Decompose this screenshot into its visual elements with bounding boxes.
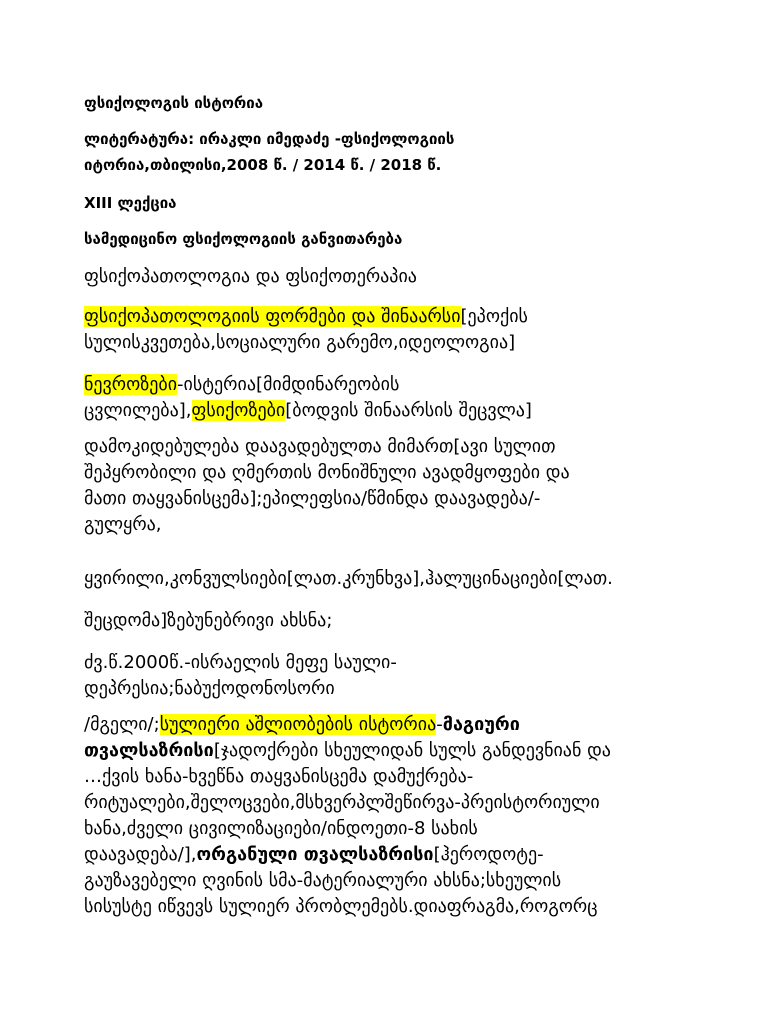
paragraph-screaming bbox=[84, 566, 734, 592]
p4-text: ყვირილი,კონვულსიები[ლათ.კრუნხვა],ჰალუცინაციები[ლათ. bbox=[84, 568, 613, 589]
p7-line-3: …ქვის ხანა-ხვეწნა თაყვანისცემა დამუქრება- bbox=[84, 766, 474, 787]
paragraph-neuroses bbox=[84, 372, 734, 424]
lecture-topic-text: სამედიცინო ფსიქოლოგიის განვითარება bbox=[84, 230, 403, 248]
p2-text-c: [ბოდვის შინაარსის შეცვლა] bbox=[285, 400, 532, 421]
paragraph-psychopathology bbox=[84, 304, 734, 356]
p7-line-8: სისუსტე იწვევს სულიერ პრობლემებს.დიაფრაგმა,როგორც bbox=[84, 896, 598, 917]
highlight-psychoses: ფსიქოზები bbox=[191, 400, 286, 421]
p3-line-1: დამოკიდებულება დაავადებულთა მიმართ[ავი სულით bbox=[84, 436, 556, 457]
bold-organic-viewpoint: ორგანული თვალსაზრისი bbox=[196, 844, 434, 865]
section-heading-text: ფსიქოპათოლოგია და ფსიქოთერაპია bbox=[84, 266, 417, 287]
paragraph-history bbox=[84, 712, 734, 920]
lecture-topic bbox=[84, 226, 734, 252]
doc-title-text: ფსიქოლოგის ისტორია bbox=[84, 94, 264, 112]
literature-line-1: ლიტერატურა: ირაკლი იმედაძე -ფსიქოლოგიის bbox=[84, 130, 455, 148]
paragraph-error bbox=[84, 608, 734, 634]
lecture-number bbox=[84, 190, 734, 216]
p1-text-a: [ეპოქის bbox=[460, 306, 528, 327]
p7-text-c: [ჯადოქრები სხეულიდან სულს განდევნიან და bbox=[213, 740, 611, 761]
p6-line-1: ძვ.წ.2000წ.-ისრაელის მეფე საული- bbox=[84, 652, 397, 673]
p7-line-7: გაუზავებელი ღვინის სმა-მატერიალური ახსნა;სხეულის bbox=[84, 870, 562, 891]
p1-text-b: სულისკვეთება,სოციალური გარემო,იდეოლოგია] bbox=[84, 332, 516, 353]
lecture-number-text: XIII ლექცია bbox=[84, 194, 177, 212]
p7-line-6b: [ჰეროდოტე- bbox=[433, 844, 544, 865]
p7-line-5: ხანა,ძველი ცივილიზაციები/ინდოეთი-8 სახის bbox=[84, 818, 478, 839]
highlight-neuroses: ნევროზები bbox=[84, 374, 178, 395]
p7-text-b: - bbox=[436, 714, 443, 735]
paragraph-king-saul bbox=[84, 650, 734, 702]
p3-line-4: გულყრა, bbox=[84, 514, 162, 535]
p3-line-2: შეპყრობილი და ღმერთის მონიშნული ავადმყოფები და bbox=[84, 462, 570, 483]
highlight-mental-history: სულიერი აშლიობების ისტორია bbox=[159, 714, 437, 735]
highlight-forms: ფსიქოპათოლოგიის ფორმები და შინაარსი bbox=[84, 306, 461, 327]
literature-line-2: იტორია,თბილისი,2008 წ. / 2014 წ. / 2018 წ. bbox=[84, 156, 442, 174]
p5-text: შეცდომა]ზებუნებრივი ახსნა; bbox=[84, 610, 333, 631]
section-heading bbox=[84, 264, 734, 290]
p7-line-6a: დაავადება/], bbox=[84, 844, 197, 865]
p6-line-2: დეპრესია;ნაბუქოდონოსორი bbox=[84, 678, 335, 699]
bold-magical: მაგიური bbox=[442, 714, 520, 735]
p7-text-a: /მგელი/; bbox=[84, 714, 160, 735]
paragraph-attitude bbox=[84, 434, 734, 538]
p3-line-3: მათი თაყვანისცემა];ეპილეფსია/წმინდა დაავადება/- bbox=[84, 488, 541, 509]
literature-reference bbox=[84, 126, 734, 178]
doc-title bbox=[84, 90, 734, 116]
p2-text-a: -ისტერია[მიმდინარეობის bbox=[177, 374, 400, 395]
bold-viewpoint: თვალსაზრისი bbox=[84, 740, 214, 761]
p7-line-4: რიტუალები,შელოცვები,მსხვერპლშეწირვა-პრეისტორიული bbox=[84, 792, 600, 813]
p2-text-b: ცვლილება], bbox=[84, 400, 192, 421]
